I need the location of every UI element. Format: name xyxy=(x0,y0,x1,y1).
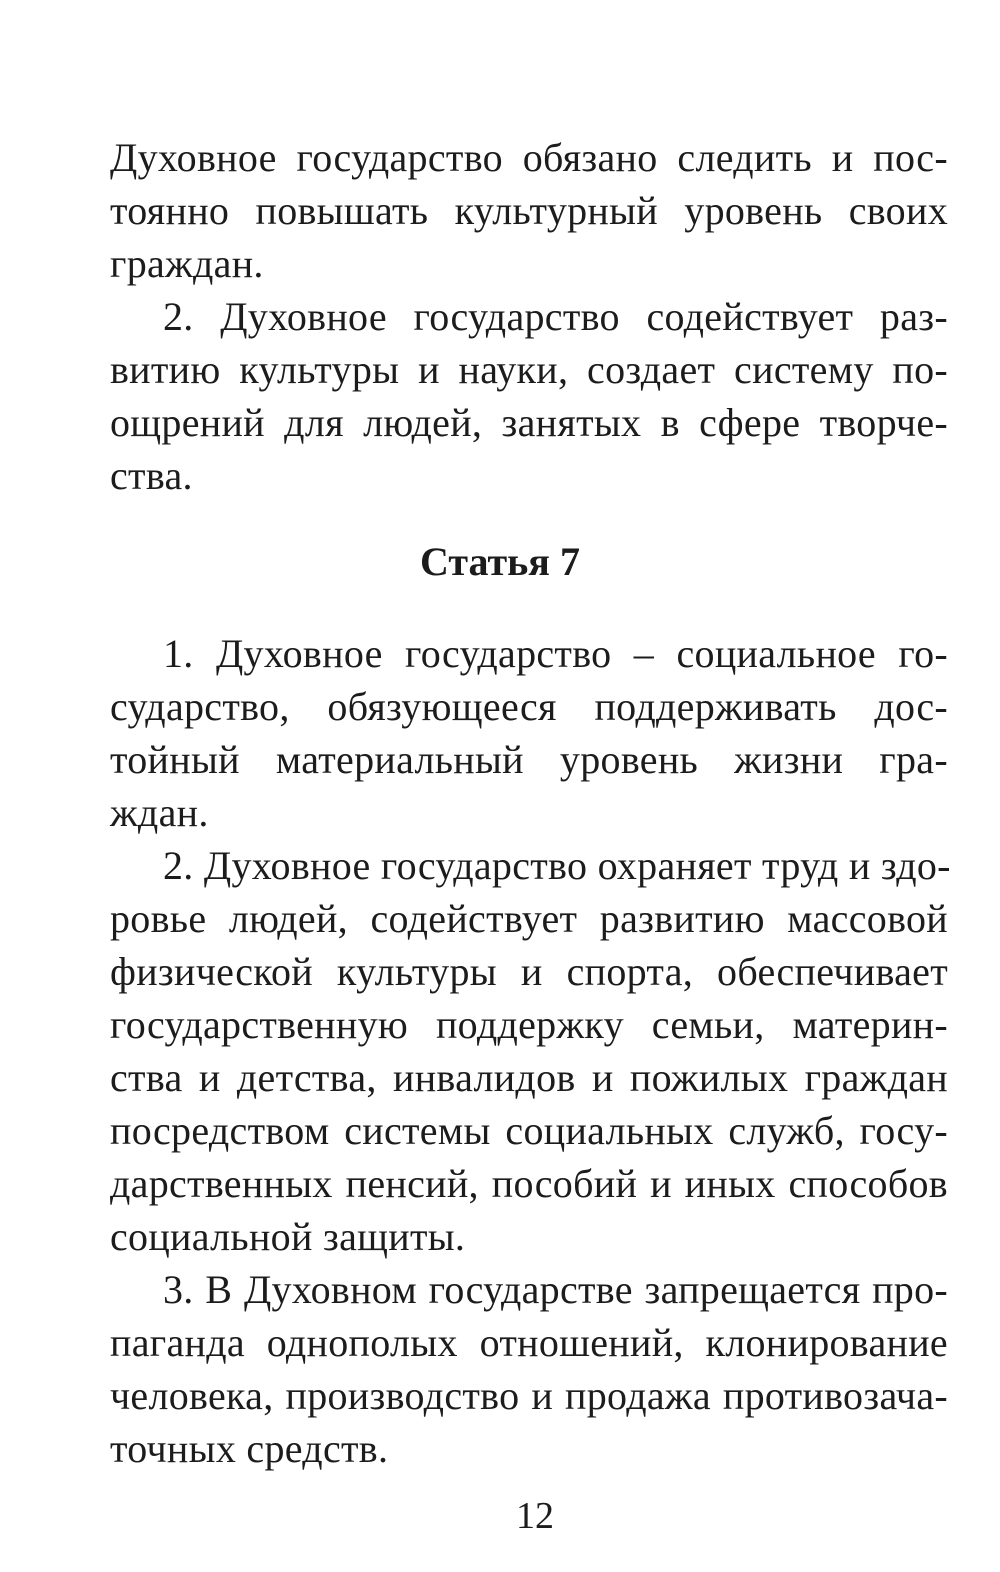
text-line: витию культуры и науки, создает систему по- xyxy=(110,347,948,392)
text-line: 1. Духовное государство – социальное го- xyxy=(163,631,948,676)
text-line: 2. Духовное государство охраняет труд и здо- xyxy=(163,843,951,888)
text-line: граждан. xyxy=(110,241,264,286)
text-line: тойный материальный уровень жизни гра- xyxy=(110,737,948,782)
text-line: тоянно повышать культурный уровень своих xyxy=(110,188,948,233)
text-line: ощрений для людей, занятых в сфере творче- xyxy=(110,400,948,445)
text-line: ждан. xyxy=(110,790,209,835)
text-line: сударство, обязующееся поддерживать дос- xyxy=(110,684,948,729)
text-line: точных средств. xyxy=(110,1426,389,1471)
text-line: посредством системы социальных служб, госу- xyxy=(110,1108,948,1153)
text-line: физической культуры и спорта, обеспечивает xyxy=(110,949,948,994)
page-number: 12 xyxy=(516,1495,554,1537)
text-line: человека, производство и продажа противозача- xyxy=(110,1373,948,1418)
text-line: ства и детства, инвалидов и пожилых граждан xyxy=(110,1055,948,1100)
text-line: 2. Духовное государство содействует раз- xyxy=(163,294,948,339)
text-line: ровье людей, содействует развитию массовой xyxy=(110,896,948,941)
article-heading: Статья 7 xyxy=(420,539,580,584)
text-line: государственную поддержку семьи, материн- xyxy=(110,1002,948,1047)
text-line: 3. В Духовном государстве запрещается про- xyxy=(163,1267,948,1312)
text-line: дарственных пенсий, пособий и иных способов xyxy=(110,1161,948,1206)
text-line: социальной защиты. xyxy=(110,1214,466,1259)
text-line: ства. xyxy=(110,453,193,498)
text-line: Духовное государство обязано следить и пос- xyxy=(110,135,948,180)
text-line: паганда однополых отношений, клонирование xyxy=(110,1320,948,1365)
